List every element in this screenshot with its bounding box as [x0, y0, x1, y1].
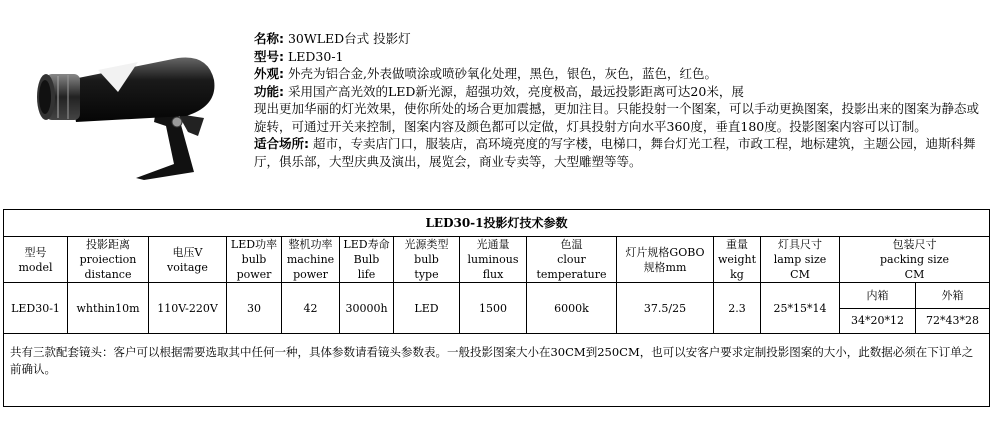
- cell-weight: 2.3: [714, 283, 761, 334]
- name-value: 30WLED台式 投影灯: [287, 31, 411, 46]
- cell-luminous-flux: 1500: [460, 283, 527, 334]
- spec-data-row: [4, 283, 990, 309]
- function-value-line1: 采用国产高光效的LED新光源，超强功效，亮度极高，最远投影距离可达20米，展: [287, 83, 744, 99]
- appearance-line: [254, 65, 984, 83]
- venue-value: 超市，专卖店门口，服装店，高环境亮度的写字楼，电梯口，舞台灯光工程，市政工程，地标建筑，主题公园，迪斯科舞厅，俱乐部，大型庆典及演出，展览会，商业专卖等，大型雕塑等等。: [254, 136, 976, 169]
- header-bulb-type: 光源类型 bulb type: [394, 237, 460, 283]
- cell-lamp-size: 25*15*14: [761, 283, 840, 334]
- spec-header-row: [4, 237, 990, 283]
- header-colour-temperature: 色温 clour temperature: [527, 237, 617, 283]
- venue-label: 适合场所:: [254, 136, 309, 151]
- header-weight: 重量 weight kg: [714, 237, 761, 283]
- lens-note: 共有三款配套镜头：客户可以根据需要选取其中任何一种，具体参数请看镜头参数表。一般投影图案大小在30CM到250CM，也可以安客户要求定制投影图案的大小，此数据必须在下订单之前确认。: [4, 334, 990, 407]
- header-bulb-power: LED功率 bulb power: [227, 237, 282, 283]
- cell-bulb-power: 30: [227, 283, 282, 334]
- appearance-label: 外观:: [254, 66, 284, 81]
- projector-lamp-image: [28, 40, 228, 180]
- header-lamp-size: 灯具尺寸 lamp size CM: [761, 237, 840, 283]
- cell-gobo-size: 37.5/25: [617, 283, 714, 334]
- name-line: [254, 30, 984, 48]
- header-voltage: 电压V voitage: [149, 237, 227, 283]
- header-model: 型号 model: [4, 237, 68, 283]
- cell-distance: whthin10m: [68, 283, 149, 334]
- model-value: LED30-1: [287, 48, 344, 64]
- header-packing-size: 包装尺寸 packing size CM: [840, 237, 990, 283]
- spec-table-title: LED30-1投影灯技术参数: [4, 210, 990, 237]
- function-label: 功能:: [254, 83, 284, 99]
- function-line: [254, 83, 984, 136]
- spec-table: [3, 209, 990, 407]
- product-description: [254, 30, 984, 170]
- model-label: 型号:: [254, 48, 284, 64]
- header-distance: 投影距离 proiection distance: [68, 237, 149, 283]
- cell-machine-power: 42: [282, 283, 340, 334]
- cell-inner-box: 34*20*12: [840, 308, 916, 334]
- venue-line: [254, 135, 984, 170]
- cell-colour-temperature: 6000k: [527, 283, 617, 334]
- header-luminous-flux: 光通量 luminous flux: [460, 237, 527, 283]
- model-line: [254, 48, 984, 66]
- header-bulb-life: LED寿命 Bulb life: [340, 237, 394, 283]
- header-inner-box: 内箱: [840, 283, 916, 309]
- header-machine-power: 整机功率 machine power: [282, 237, 340, 283]
- function-value-rest: 现出更加华丽的灯光效果，使你所处的场合更加震撼，更加注目。只能投射一个图案，可以手动更换图案，投影出来的图案为静态或旋转，可通过开关来控制，图案内容及颜色都可以定做，灯具投射方向水平360度，垂直180度。投影图案内容可以订制。: [254, 101, 980, 134]
- name-label: 名称:: [254, 31, 284, 46]
- cell-outer-box: 72*43*28: [916, 308, 990, 334]
- header-outer-box: 外箱: [916, 283, 990, 309]
- appearance-value: 外壳为铝合金,外表做喷涂或喷砂氧化处理，黑色，银色，灰色，蓝色，红色。: [287, 66, 717, 81]
- cell-bulb-life: 30000h: [340, 283, 394, 334]
- cell-voltage: 110V-220V: [149, 283, 227, 334]
- cell-bulb-type: LED: [394, 283, 460, 334]
- header-gobo-size: 灯片规格GOBO 规格mm: [617, 237, 714, 283]
- cell-model: LED30-1: [4, 283, 68, 334]
